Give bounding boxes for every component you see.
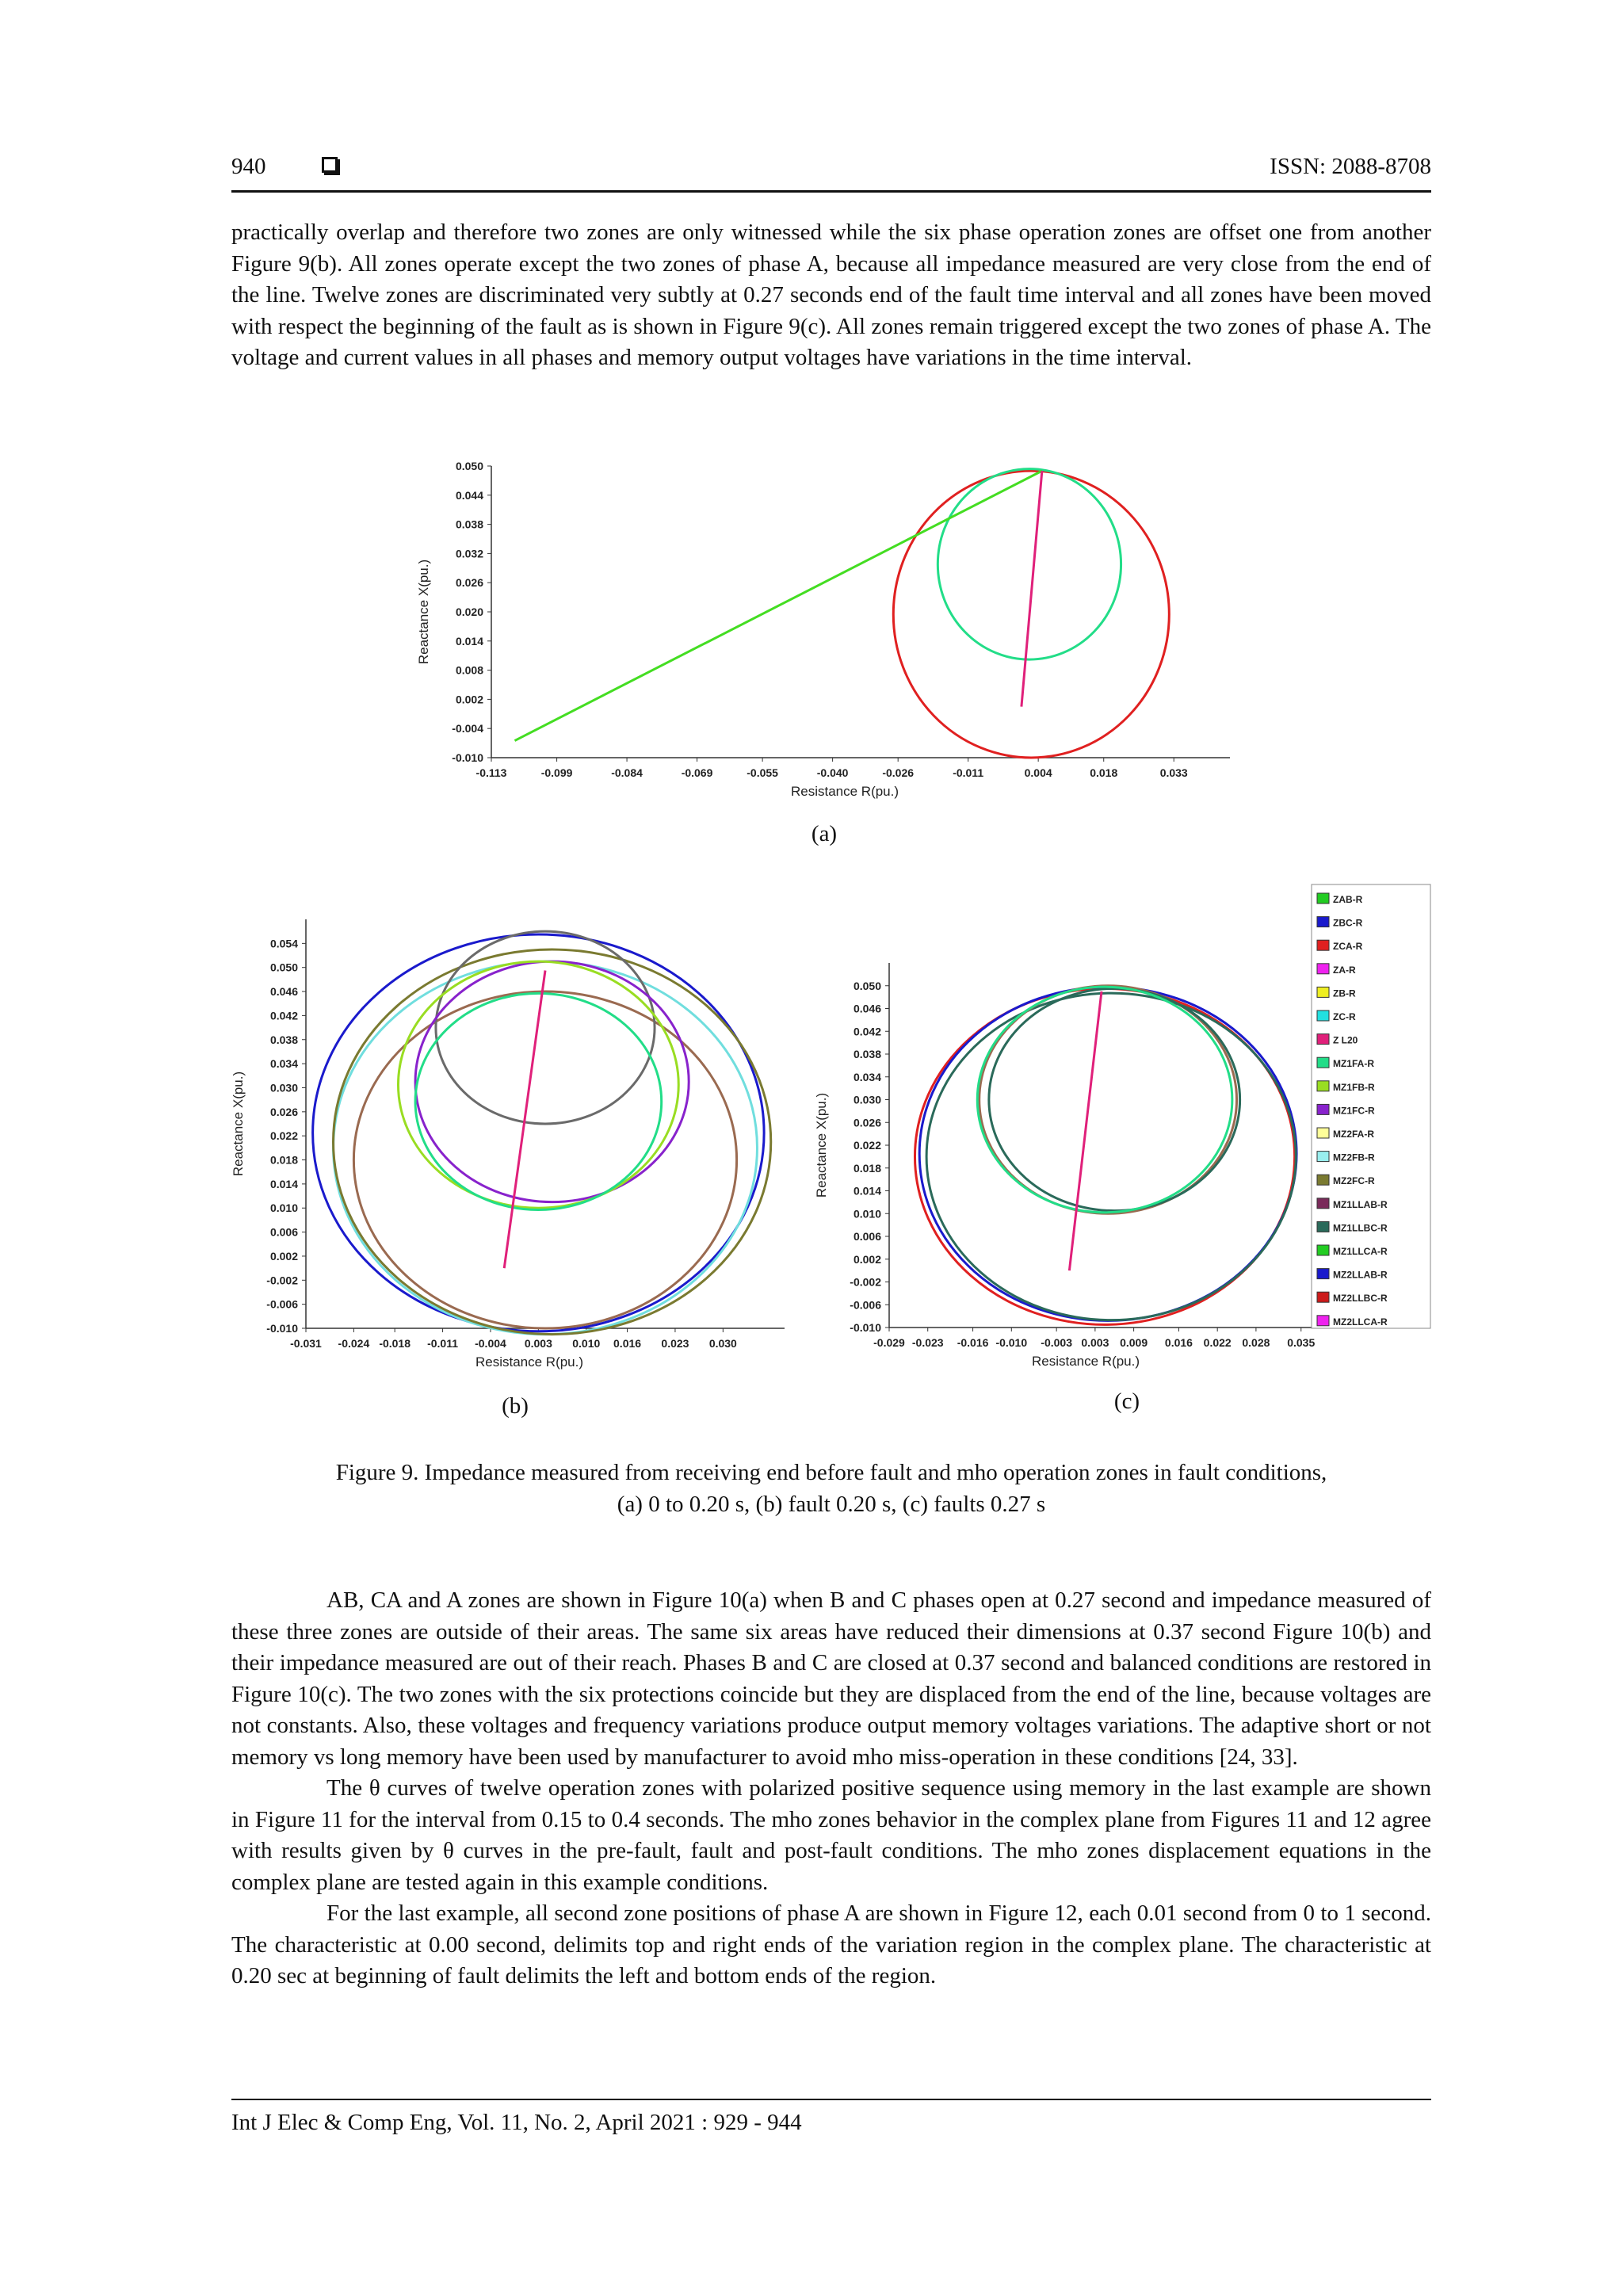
impedance-line <box>514 471 1041 740</box>
legend-label: ZCA-R <box>1333 941 1363 953</box>
x-tick-label: 0.003 <box>1081 1336 1109 1349</box>
x-axis-label: Resistance R(pu.) <box>790 784 899 799</box>
figure-label-a: (a) <box>811 821 838 846</box>
x-tick-label: -0.018 <box>379 1337 411 1350</box>
x-tick-label: -0.004 <box>475 1337 506 1350</box>
y-tick-label: 0.026 <box>455 576 483 590</box>
paragraph-2 <box>231 1585 1431 1992</box>
legend-label: MZ2LLBC-R <box>1333 1293 1388 1305</box>
legend-swatch <box>1317 1034 1329 1045</box>
y-tick-label: 0.026 <box>853 1116 881 1129</box>
x-tick-label: -0.113 <box>475 766 507 779</box>
y-tick-label: 0.046 <box>853 1002 881 1015</box>
legend-swatch <box>1317 1175 1329 1185</box>
y-tick-label: 0.050 <box>853 979 881 992</box>
x-tick-label: -0.084 <box>611 766 643 779</box>
paragraph-4-text: For the last example, all second zone positions of phase A are shown in Figure 12, each 0.01 second from 0 to 1 second. The characteristic at 0.00 second, delimits top and right ends of the variation region in the complex plane. The characteristic at 0.20 sec at beginning of fault delimits the left and bottom ends of the region. <box>231 1901 1431 1988</box>
x-tick-label: -0.031 <box>290 1337 322 1350</box>
y-tick-label: 0.014 <box>455 634 483 648</box>
figure-label-b: (b) <box>502 1393 529 1419</box>
y-tick-label: 0.002 <box>269 1249 298 1263</box>
y-tick-label: 0.050 <box>269 961 298 974</box>
chart-c <box>814 884 1434 1391</box>
y-axis-label: Reactance X(pu.) <box>416 559 431 665</box>
y-tick-label: 0.022 <box>269 1129 298 1143</box>
legend-swatch <box>1317 1010 1329 1021</box>
y-tick-label: -0.002 <box>850 1275 881 1289</box>
legend-swatch <box>1317 1128 1329 1138</box>
y-tick-label: 0.054 <box>269 937 298 950</box>
legend-swatch <box>1317 1245 1329 1255</box>
mho-zone-circle <box>353 991 736 1328</box>
legend-label: ZC-R <box>1333 1011 1356 1022</box>
y-tick-label: 0.046 <box>269 985 298 999</box>
mho-zone-circle <box>980 986 1237 1214</box>
x-tick-label: 0.018 <box>1090 766 1118 779</box>
x-tick-label: -0.069 <box>681 766 713 779</box>
legend-label: ZAB-R <box>1333 894 1363 905</box>
y-tick-label: 0.006 <box>853 1230 881 1243</box>
x-tick-label: -0.026 <box>882 766 915 779</box>
issn: ISSN: 2088-8708 <box>1270 154 1431 179</box>
x-tick-label: -0.011 <box>427 1337 459 1350</box>
legend-swatch <box>1317 1292 1329 1302</box>
legend-label: MZ1FB-R <box>1333 1081 1375 1093</box>
x-tick-label: -0.016 <box>957 1336 989 1349</box>
x-tick-label: 0.033 <box>1159 766 1188 779</box>
chart-b <box>230 888 816 1387</box>
x-tick-label: 0.022 <box>1203 1336 1232 1349</box>
page-number: 940 <box>231 154 266 179</box>
legend-label: MZ1FA-R <box>1333 1058 1374 1070</box>
legend-label: MZ2FA-R <box>1333 1129 1374 1140</box>
x-tick-label: -0.024 <box>338 1337 370 1350</box>
y-tick-label: 0.038 <box>269 1033 298 1046</box>
legend-label: ZA-R <box>1333 964 1356 976</box>
paragraph-1-text: practically overlap and therefore two zones are only witnessed while the six phase operation zones are offset one from another Figure 9(b). All zones operate except the two zones of phase A, because all impedance measured are very close from the end of the line. Twelve zones are discriminated very subtly at 0.27 seconds end of the fault time interval and all zones have been moved with respect the beginning of the fault as is shown in Figure 9(c). All zones remain triggered except the two zones of phase A. The voltage and current values in all phases and memory output voltages have variations in the time interval. <box>231 220 1431 370</box>
legend-swatch <box>1317 987 1329 997</box>
legend-label: MZ1FC-R <box>1333 1105 1375 1117</box>
chart-a <box>396 460 1268 824</box>
legend-swatch <box>1317 1221 1329 1232</box>
figure-label-c: (c) <box>1113 1389 1140 1414</box>
legend-swatch <box>1317 1104 1329 1114</box>
x-tick-label: -0.023 <box>911 1336 944 1349</box>
y-tick-label: -0.010 <box>452 751 483 764</box>
x-tick-label: -0.029 <box>873 1336 905 1349</box>
x-tick-label: 0.023 <box>661 1337 689 1350</box>
y-tick-label: -0.006 <box>266 1297 298 1311</box>
paragraph-2-text: AB, CA and A zones are shown in Figure 10(a) when B and C phases open at 0.27 second and impedance measured of these three zones are outside of their areas. The same six areas have reduced their dimensions at 0.37 second Figure 10(b) and their impedance measured are out of their reach. Phases B and C are closed at 0.37 second and balanced conditions are restored in Figure 10(c). The two zones with the six protections coincide but they are displaced from the end of the line, because voltages are not constants. Also, these voltages and frequency variations produce output memory voltages variations. The adaptive short or not memory vs long memory have been used by manufacturer to avoid mho miss-operation in these conditions [24, 33]. <box>231 1587 1431 1770</box>
impedance-line <box>1069 991 1102 1270</box>
y-tick-label: 0.020 <box>455 606 483 618</box>
legend-label: MZ2FB-R <box>1333 1152 1375 1163</box>
footer-citation: Int J Elec & Comp Eng, Vol. 11, No. 2, April 2021 : 929 - 944 <box>231 2110 802 2135</box>
mho-zone-circle <box>415 961 689 1202</box>
y-tick-label: -0.004 <box>452 722 483 735</box>
y-tick-label: 0.018 <box>269 1153 298 1167</box>
x-tick-label: -0.011 <box>953 766 984 779</box>
x-tick-label: 0.003 <box>524 1337 552 1350</box>
x-tick-label: 0.035 <box>1287 1336 1316 1349</box>
y-tick-label: 0.002 <box>853 1252 881 1266</box>
x-axis-label: Resistance R(pu.) <box>475 1354 584 1370</box>
mho-zone-circle <box>334 949 771 1335</box>
mho-zone-circle <box>436 931 655 1124</box>
y-tick-label: -0.010 <box>850 1321 881 1334</box>
y-tick-label: -0.010 <box>266 1322 298 1335</box>
y-tick-label: 0.008 <box>455 663 483 677</box>
impedance-line <box>1022 471 1042 706</box>
x-tick-label: -0.099 <box>540 766 573 779</box>
x-tick-label: 0.028 <box>1242 1336 1270 1349</box>
x-tick-label: 0.030 <box>708 1337 737 1350</box>
y-tick-label: 0.038 <box>853 1048 881 1060</box>
legend-swatch <box>1317 940 1329 950</box>
x-tick-label: 0.010 <box>572 1337 601 1350</box>
legend-label: MZ2LLCA-R <box>1333 1316 1388 1328</box>
mho-zone-circle <box>989 988 1240 1210</box>
legend-swatch <box>1317 917 1329 927</box>
y-tick-label: 0.014 <box>269 1177 298 1190</box>
y-axis-label: Reactance X(pu.) <box>814 1092 829 1198</box>
y-tick-label: 0.018 <box>853 1161 881 1175</box>
x-tick-label: -0.040 <box>816 766 849 779</box>
caption-line-1: Figure 9. Impedance measured from receiving end before fault and mho operation zones in fault conditions, <box>335 1460 1327 1485</box>
x-tick-label: 0.016 <box>1164 1336 1193 1349</box>
legend-swatch <box>1317 1057 1329 1068</box>
y-tick-label: 0.042 <box>269 1009 298 1022</box>
header-rule <box>231 190 1431 193</box>
legend-swatch <box>1317 893 1329 904</box>
paragraph-3-text: The θ curves of twelve operation zones with polarized positive sequence using memory in the last example are shown in Figure 11 for the interval from 0.15 to 0.4 seconds. The mho zones behavior in the complex plane from Figures 11 and 12 agree with results given by θ curves in the pre-fault, fault and post-fault conditions. The mho zones displacement equations in the complex plane are tested again in this example conditions. <box>231 1775 1431 1895</box>
legend <box>1312 884 1430 1328</box>
y-tick-label: 0.042 <box>853 1025 881 1038</box>
legend-swatch <box>1317 1152 1329 1162</box>
y-tick-label: 0.014 <box>853 1184 881 1198</box>
y-tick-label: 0.010 <box>269 1201 298 1215</box>
legend-label: MZ2LLAB-R <box>1333 1269 1388 1281</box>
y-tick-label: 0.026 <box>269 1105 298 1118</box>
caption-line-2: (a) 0 to 0.20 s, (b) fault 0.20 s, (c) faults 0.27 s <box>617 1492 1046 1517</box>
y-tick-label: 0.044 <box>455 488 483 502</box>
y-tick-label: 0.022 <box>853 1139 881 1152</box>
legend-swatch <box>1317 1316 1329 1326</box>
mho-zone-circle <box>919 987 1296 1320</box>
legend-swatch <box>1317 1198 1329 1209</box>
x-tick-label: 0.016 <box>613 1337 642 1350</box>
y-tick-label: -0.006 <box>850 1298 881 1312</box>
y-tick-label: 0.002 <box>455 693 483 706</box>
footer-rule <box>231 2099 1431 2100</box>
legend-label: Z L20 <box>1333 1034 1358 1046</box>
legend-swatch <box>1317 964 1329 974</box>
legend-label: MZ2FC-R <box>1333 1175 1375 1187</box>
mho-zone-circle <box>938 469 1121 659</box>
y-tick-label: -0.002 <box>266 1274 298 1287</box>
legend-label: MZ1LLBC-R <box>1333 1222 1388 1234</box>
x-tick-label: 0.004 <box>1024 766 1052 779</box>
y-tick-label: 0.034 <box>269 1057 298 1071</box>
y-tick-label: 0.038 <box>455 518 483 531</box>
x-tick-label: -0.010 <box>995 1336 1028 1349</box>
y-tick-label: 0.034 <box>853 1070 881 1083</box>
legend-swatch <box>1317 1269 1329 1279</box>
figure-caption <box>231 1457 1431 1520</box>
x-tick-label: -0.055 <box>747 766 778 779</box>
square-bullet-icon <box>322 157 338 173</box>
y-tick-label: 0.010 <box>853 1207 881 1221</box>
y-tick-label: 0.032 <box>455 547 483 560</box>
x-tick-label: -0.003 <box>1041 1336 1073 1349</box>
y-tick-label: 0.006 <box>269 1225 298 1239</box>
legend-swatch <box>1317 1081 1329 1091</box>
paragraph-1 <box>231 217 1431 374</box>
legend-label: ZB-R <box>1333 988 1356 999</box>
legend-label: MZ1LLCA-R <box>1333 1246 1388 1257</box>
legend-label: MZ1LLAB-R <box>1333 1198 1388 1210</box>
y-tick-label: 0.050 <box>455 460 483 472</box>
legend-label: ZBC-R <box>1333 917 1363 929</box>
x-axis-label: Resistance R(pu.) <box>1031 1354 1140 1369</box>
y-tick-label: 0.030 <box>269 1081 298 1095</box>
mho-zone-circle <box>893 471 1169 758</box>
x-tick-label: 0.009 <box>1120 1336 1148 1349</box>
y-tick-label: 0.030 <box>853 1093 881 1106</box>
y-axis-label: Reactance X(pu.) <box>231 1071 246 1177</box>
